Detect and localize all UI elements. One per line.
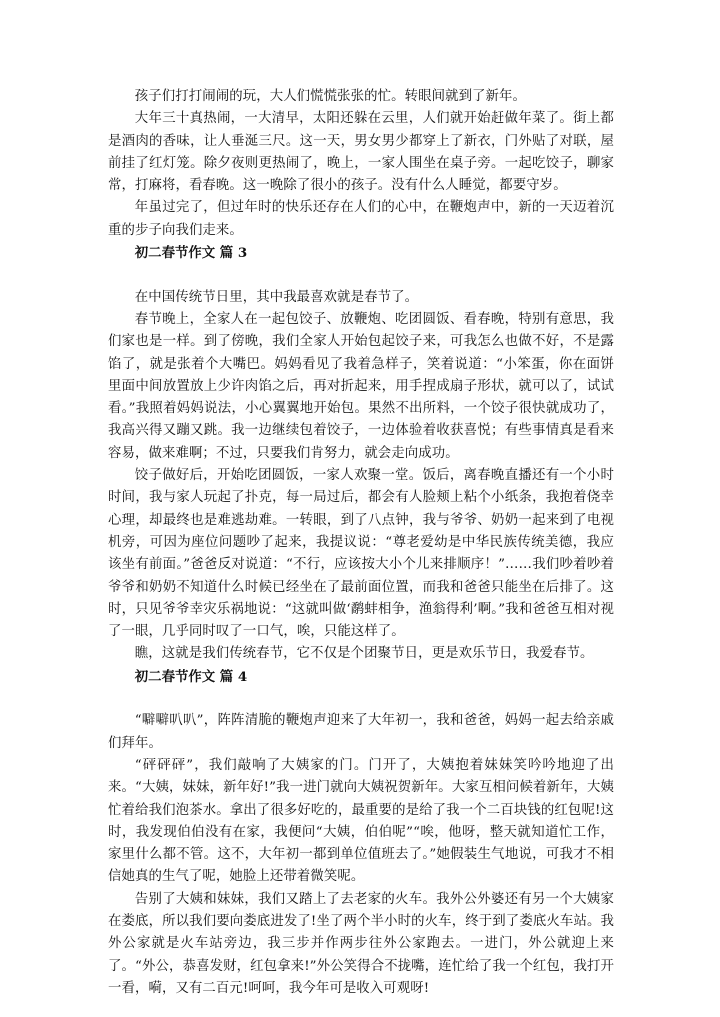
blank-line [108,688,614,710]
blank-line [108,264,614,286]
section-heading: 初二春节作文 篇 4 [134,668,248,685]
section-heading: 初二春节作文 篇 3 [134,245,248,262]
paragraph: 瞧，这就是我们传统春节，它不仅是个团聚节日，更是欢乐节日，我爱春节。 [134,646,594,662]
paragraph: 在中国传统节日里，其中我最喜欢就是春节了。 [134,289,419,305]
paragraph: 年虽过完了，但过年时的快乐还存在人们的心中，在鞭炮声中，新的一天迈着沉重的步子向我们走来。 [108,200,614,238]
paragraph: 告别了大姨和妹妹，我们又踏上了去老家的火车。我外公外婆还有另一个大姨家在娄底，所以我们要向娄底进发了!坐了两个半小时的火车，终于到了娄底火车站。我外公家就是火车站旁边，我三步并作两步往外公家跑去。一进门，外公就迎上来了。“外公，恭喜发财，红包拿来!”外公笑得合不拢嘴，连忙给了我一个红包，我打开一看，嗬，又有二百元!呵呵，我今年可是收入可观呀! [108,891,614,996]
paragraph: 饺子做好后，开始吃团圆饭，一家人欢聚一堂。饭后，离春晚直播还有一个小时时间，我与家人玩起了扑克，每一局过后，都会有人脸颊上粘个小纸条，我抱着侥幸心理，却最终也是难逃劫难。一转眼，到了八点钟，我与爷爷、奶奶一起来到了电视机旁，可因为座位问题吵了起来，我提议说：“尊老爱幼是中华民族传统美德，我应该坐有前面。”爸爸反对说道：“不行，应该按大小个儿来排顺序！”……我们吵着吵着爷爷和奶奶不知道什么时候已经坐在了最前面位置，而我和爸爸只能坐在后排了。这时，只见爷爷幸灾乐祸地说：“这就叫做‘鹬蚌相争，渔翁得利’啊。”我和爸爸互相对视了一眼，几乎同时叹了一口气，唉，只能这样了。 [108,468,614,640]
paragraph: “砰砰砰”，我们敲响了大姨家的门。门开了，大姨抱着妹妹笑吟吟地迎了出来。“大姨，妹妹，新年好!”我一进门就向大姨祝贺新年。大家互相问候着新年，大姨忙着给我们泡茶水。拿出了很多好吃的，最重要的是给了我一个二百块钱的红包呢!这时，我发现伯伯没有在家，我便问“大姨，伯伯呢”“唉，他呀，整天就知道忙工作，家里什么都不管。这不，大年初一都到单位值班去了。”她假装生气地说，可我才不相信她真的生气了呢，她脸上还带着微笑呢。 [108,757,614,885]
paragraph: “噼噼叭叭”，阵阵清脆的鞭炮声迎来了大年初一，我和爸爸，妈妈一起去给亲戚们拜年。 [108,713,614,751]
paragraph: 大年三十真热闹，一大清早，太阳还躲在云里，人们就开始赶做年菜了。街上都是酒肉的香味，让人垂涎三尺。这一天，男女男少都穿上了新衣，门外贴了对联，屋前挂了红灯笼。除夕夜则更热闹了，晚上，一家人围坐在桌子旁。一起吃饺子，聊家常，打麻将，看春晚。这一晚除了很小的孩子。没有什么人睡觉，都要守岁。 [108,111,614,194]
document-body [108,86,614,1000]
paragraph: 孩子们打打闹闹的玩，大人们慌慌张张的忙。转眼间就到了新年。 [134,89,527,104]
paragraph: 春节晚上，全家人在一起包饺子、放鞭炮、吃团圆饭、看春晚，特别有意思，我们家也是一样。到了傍晚，我们全家人开始包起饺子来，可我怎么也做不好，不是露馅了，就是张着个大嘴巴。妈妈看见了我着急样子，笑着说道：“小笨蛋，你在面饼里面中间放置放上少许肉馅之后，再对折起来，用手捏成扇子形状，就可以了，试试看。”我照着妈妈说法，小心翼翼地开始包。果然不出所料，一个饺子很快就成功了，我高兴得又蹦又跳。我一边继续包着饺子，一边体验着收获喜悦；有些事情真是看来容易，做来难啊；不过，只要我们肯努力，就会走向成功。 [108,311,614,461]
